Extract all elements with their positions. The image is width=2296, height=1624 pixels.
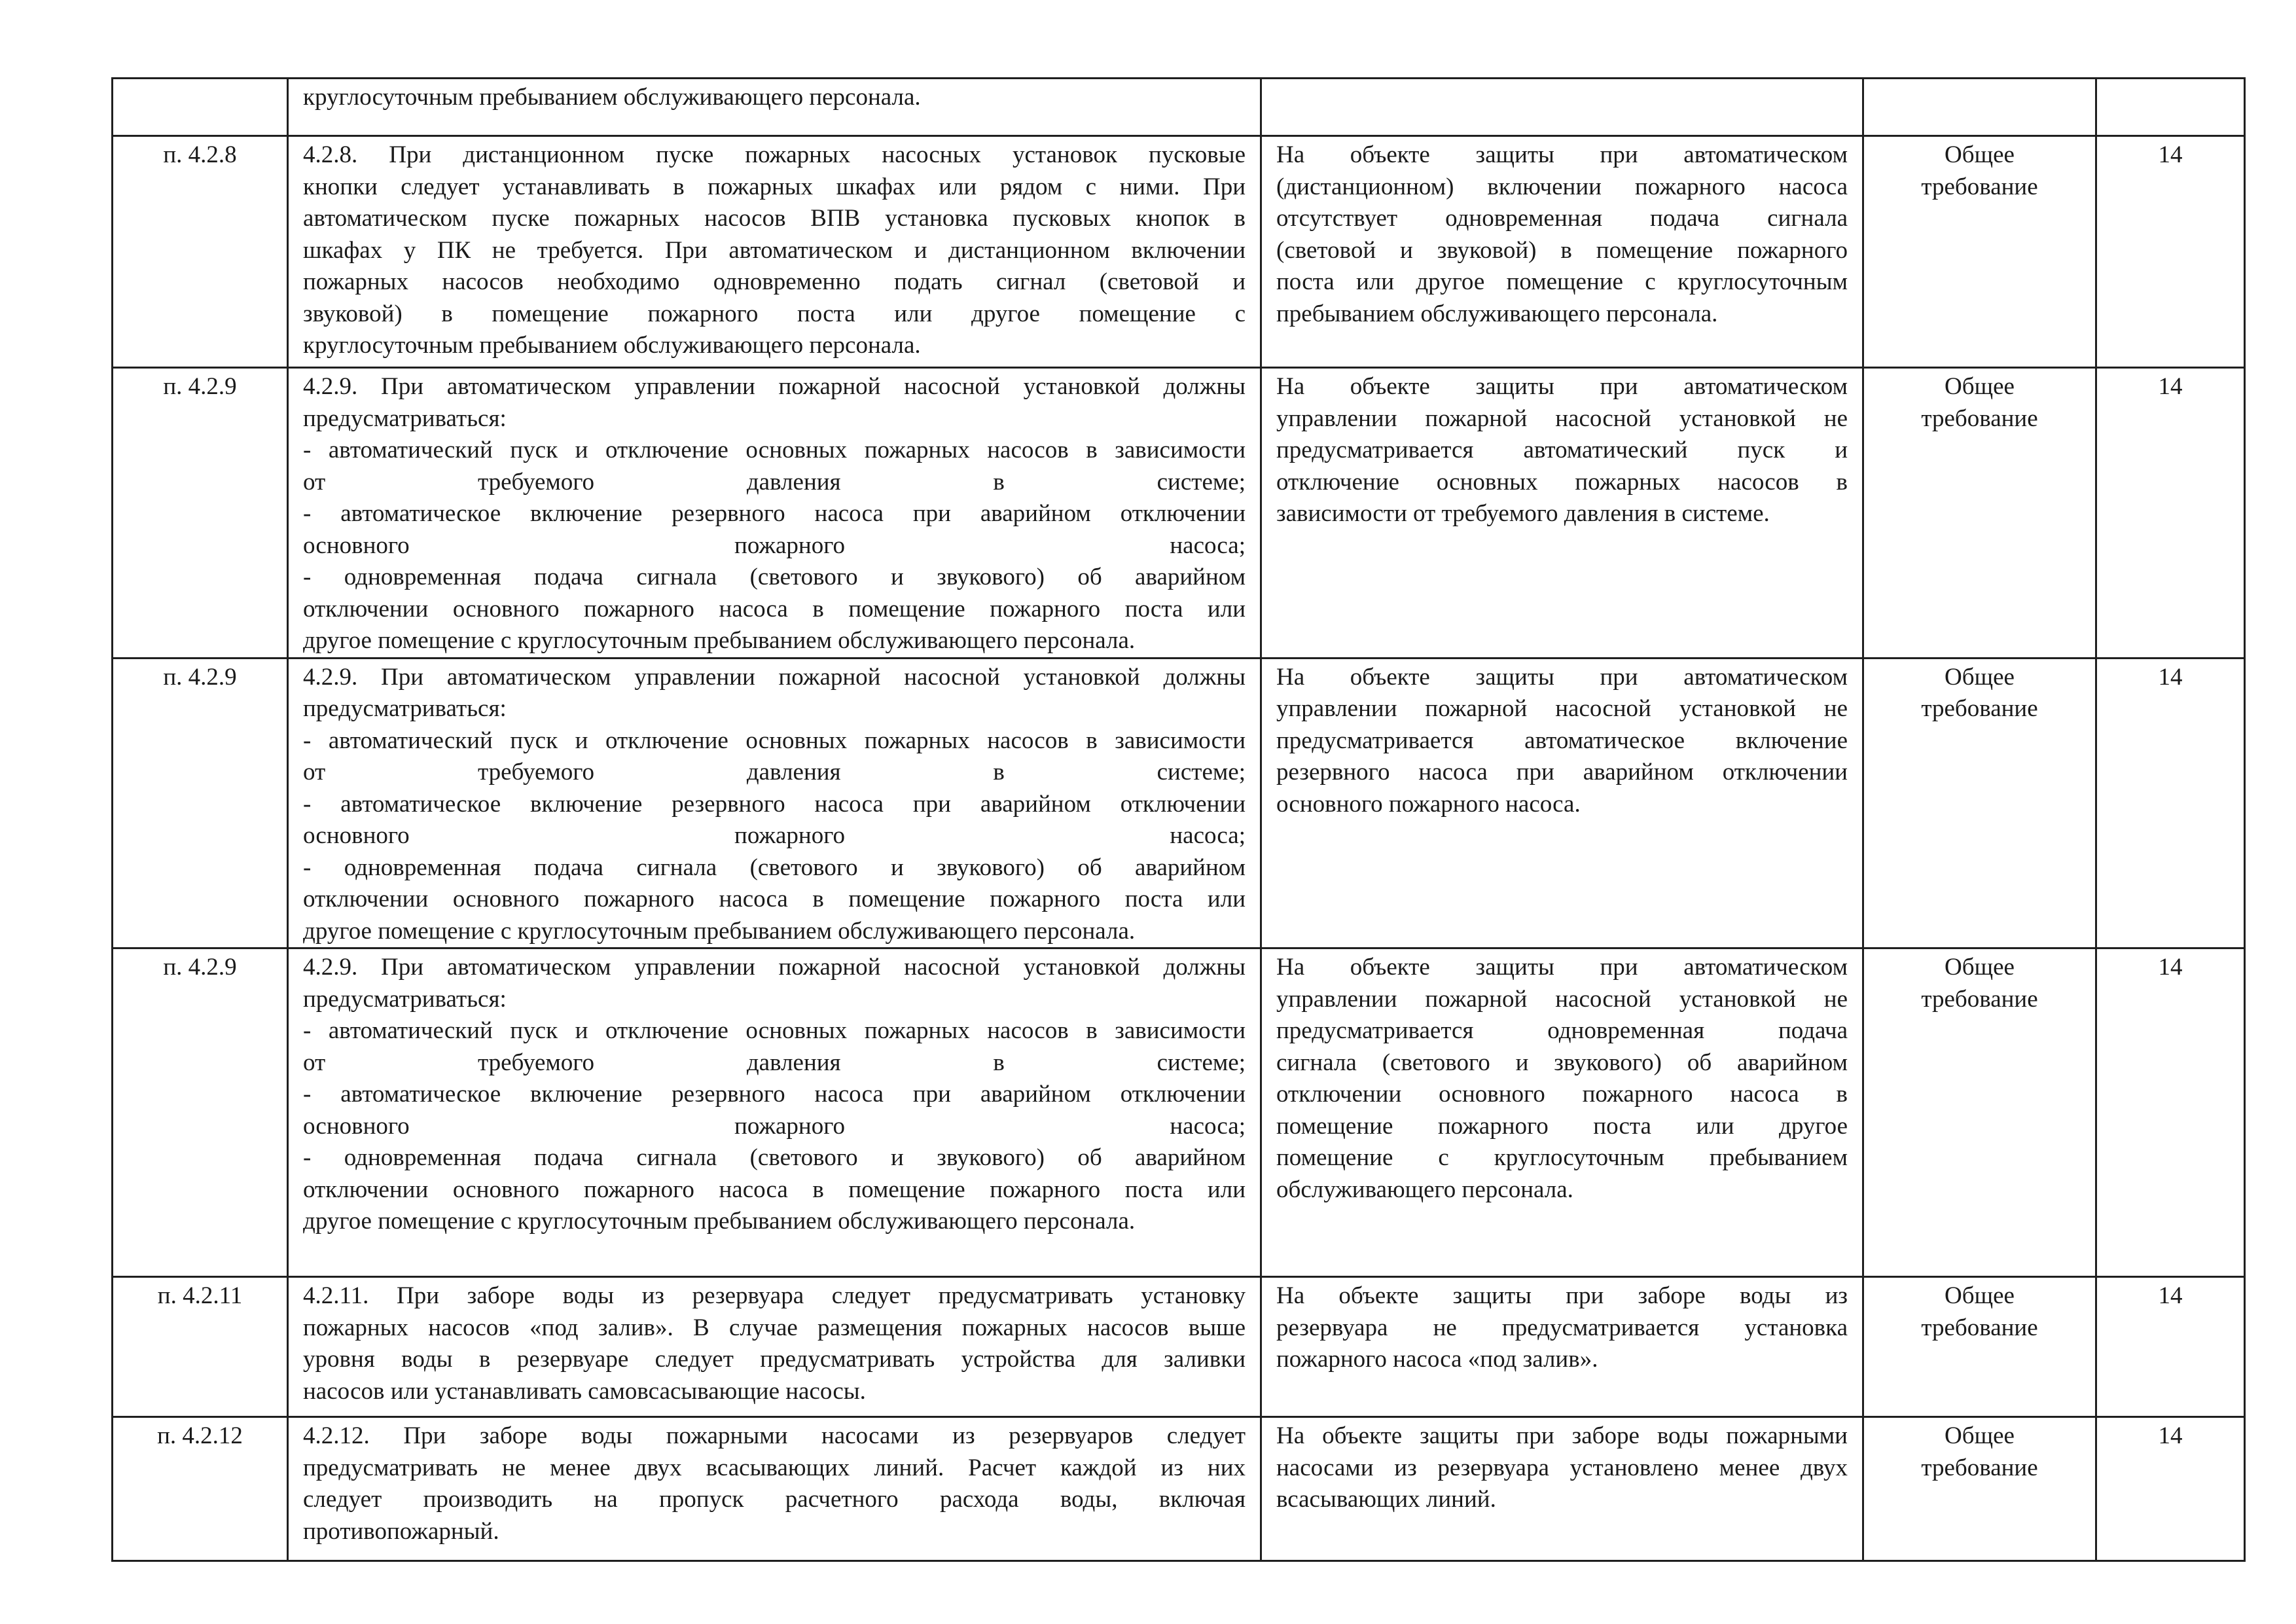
number-value: 14 — [2158, 954, 2183, 981]
requirement-type-line: требование — [1921, 405, 2038, 432]
violation-text-line: На объекте защиты при автоматическом — [1276, 141, 1848, 168]
requirement-text-line: 4.2.9. При автоматическом управлении пожарной насосной установкой должны — [303, 663, 1246, 691]
requirements-table-body — [113, 79, 2245, 1561]
number-cell — [2096, 948, 2245, 1277]
requirement-text-line: - автоматическое включение резервного насоса при аварийном отключении — [303, 500, 1246, 527]
violation-cell — [1261, 948, 1863, 1277]
requirement-type-line: Общее — [1945, 1422, 2015, 1449]
clause-ref: п. 4.2.12 — [157, 1422, 243, 1449]
violation-text-line: обслуживающего персонала. — [1276, 1176, 1573, 1203]
requirement-type-cell — [1863, 948, 2096, 1277]
requirement-text-line: от требуемого давления в системе; — [303, 468, 1246, 496]
violation-text-line: помещение пожарного поста или другое — [1276, 1112, 1848, 1140]
requirement-type-line: Общее — [1945, 1282, 2015, 1309]
violation-cell — [1261, 1417, 1863, 1561]
requirement-text-line: другое помещение с круглосуточным пребыванием обслуживающего персонала. — [303, 917, 1136, 945]
violation-text-line: всасывающих линий. — [1276, 1486, 1496, 1513]
clause-ref-cell — [113, 948, 288, 1277]
requirement-type-line: требование — [1921, 1454, 2038, 1481]
requirement-text-line: - автоматический пуск и отключение основных пожарных насосов в зависимости — [303, 727, 1246, 754]
requirement-text-line: - одновременная подача сигнала (светового и звукового) об аварийном — [303, 564, 1246, 590]
requirement-text-line: отключении основного пожарного насоса в помещение пожарного поста или — [303, 1176, 1246, 1203]
number-value: 14 — [2158, 1422, 2183, 1449]
violation-text-line: помещение с круглосуточным пребыванием — [1276, 1144, 1848, 1171]
requirement-text-line: отключении основного пожарного насоса в помещение пожарного поста или — [303, 886, 1246, 912]
clause-ref: п. 4.2.9 — [163, 373, 237, 400]
violation-text-line: резервного насоса при аварийном отключении — [1276, 759, 1848, 785]
requirement-type-cell — [1863, 1417, 2096, 1561]
violation-text-line: предусматривается автоматический пуск и — [1276, 437, 1848, 463]
requirement-text-cell — [288, 79, 1261, 136]
violation-cell — [1261, 1277, 1863, 1417]
requirement-text-line: шкафах у ПК не требуется. При автоматическом и дистанционном включении — [303, 236, 1246, 264]
requirements-table — [111, 77, 2246, 1562]
clause-ref-cell — [113, 658, 288, 948]
number-cell — [2096, 368, 2245, 659]
requirement-type-line: Общее — [1945, 373, 2015, 400]
requirement-type-line: Общее — [1945, 141, 2015, 168]
table-row — [113, 948, 2245, 1277]
table-row — [113, 658, 2245, 948]
clause-ref: п. 4.2.8 — [163, 141, 237, 168]
requirement-type-cell — [1863, 79, 2096, 136]
number-value: 14 — [2158, 663, 2183, 691]
requirement-text-line: - автоматическое включение резервного насоса при аварийном отключении — [303, 790, 1246, 818]
clause-ref-cell — [113, 1277, 288, 1417]
violation-text-line: управлении пожарной насосной установкой не — [1276, 695, 1848, 722]
requirement-text-line: кнопки следует устанавливать в пожарных шкафах или рядом с ними. При — [303, 173, 1246, 200]
violation-text-line: На объекте защиты при автоматическом — [1276, 373, 1848, 400]
number-cell — [2096, 136, 2245, 368]
number-cell — [2096, 79, 2245, 136]
requirement-text-line: 4.2.8. При дистанционном пуске пожарных насосных установок пусковые — [303, 141, 1246, 168]
requirement-text-line: отключении основного пожарного насоса в помещение пожарного поста или — [303, 595, 1246, 623]
table-row — [113, 1417, 2245, 1561]
violation-text-line: сигнала (светового и звукового) об аварийном — [1276, 1049, 1848, 1076]
number-value: 14 — [2158, 373, 2183, 400]
clause-ref-cell — [113, 79, 288, 136]
violation-text-line: отсутствует одновременная подача сигнала — [1276, 205, 1848, 232]
requirement-text-line: пожарных насосов необходимо одновременно подать сигнал (световой и — [303, 268, 1246, 295]
requirement-text-line: другое помещение с круглосуточным пребыванием обслуживающего персонала. — [303, 627, 1136, 654]
violation-text-line: зависимости от требуемого давления в системе. — [1276, 500, 1770, 527]
requirement-text-cell — [288, 1417, 1261, 1561]
requirement-text-line: предусматриваться: — [303, 985, 507, 1013]
number-cell — [2096, 658, 2245, 948]
requirement-text-line: 4.2.9. При автоматическом управлении пожарной насосной установкой должны — [303, 373, 1246, 400]
violation-text-line: На объекте защиты при заборе воды пожарными — [1276, 1422, 1848, 1449]
requirement-text-line: 4.2.12. При заборе воды пожарными насосами из резервуаров следует — [303, 1422, 1246, 1449]
requirement-type-line: Общее — [1945, 954, 2015, 981]
requirement-text-line: - автоматическое включение резервного насоса при аварийном отключении — [303, 1081, 1246, 1108]
number-value: 14 — [2158, 141, 2183, 168]
requirement-type-line: требование — [1921, 695, 2038, 722]
requirement-text-line: 4.2.9. При автоматическом управлении пожарной насосной установкой должны — [303, 954, 1246, 981]
violation-text-line: управлении пожарной насосной установкой не — [1276, 405, 1848, 432]
requirement-text-line: основного пожарного насоса; — [303, 532, 1246, 559]
table-row — [113, 1277, 2245, 1417]
table-row — [113, 79, 2245, 136]
violation-text-line: предусматривается автоматическое включение — [1276, 727, 1848, 754]
requirement-text-line: звуковой) в помещение пожарного поста или другое помещение с — [303, 300, 1246, 327]
requirement-text-line: автоматическом пуске пожарных насосов ВПВ установка пусковых кнопок в — [303, 205, 1246, 232]
requirement-text-cell — [288, 368, 1261, 659]
requirement-type-cell — [1863, 368, 2096, 659]
requirement-text-line: круглосуточным пребыванием обслуживающего персонала. — [303, 84, 921, 111]
clause-ref-cell — [113, 1417, 288, 1561]
violation-text-line: (световой и звуковой) в помещение пожарного — [1276, 236, 1848, 264]
requirement-text-line: - одновременная подача сигнала (светового и звукового) об аварийном — [303, 1144, 1246, 1171]
violation-text-line: отключение основных пожарных насосов в — [1276, 468, 1848, 496]
violation-text-line: основного пожарного насоса. — [1276, 790, 1581, 818]
requirement-text-line: следует производить на пропуск расчетного расхода воды, включая — [303, 1486, 1246, 1513]
violation-text-line: На объекте защиты при автоматическом — [1276, 663, 1848, 691]
requirement-text-line: другое помещение с круглосуточным пребыванием обслуживающего персонала. — [303, 1208, 1136, 1235]
violation-cell — [1261, 368, 1863, 659]
requirement-text-line: насосов или устанавливать самовсасывающие насосы. — [303, 1377, 866, 1405]
number-cell — [2096, 1277, 2245, 1417]
requirement-text-line: - автоматический пуск и отключение основных пожарных насосов в зависимости — [303, 1017, 1246, 1044]
violation-text-line: предусматривается одновременная подача — [1276, 1017, 1848, 1044]
requirement-type-cell — [1863, 136, 2096, 368]
requirement-type-line: требование — [1921, 173, 2038, 200]
requirement-text-line: - одновременная подача сигнала (светового и звукового) об аварийном — [303, 854, 1246, 881]
requirement-text-line: уровня воды в резервуаре следует предусматривать устройства для заливки — [303, 1346, 1246, 1373]
violation-text-line: отключении основного пожарного насоса в — [1276, 1081, 1848, 1108]
violation-text-line: резервуара не предусматривается установка — [1276, 1314, 1848, 1341]
clause-ref: п. 4.2.9 — [163, 663, 237, 691]
violation-text-line: (дистанционном) включении пожарного насоса — [1276, 173, 1848, 200]
requirement-type-cell — [1863, 658, 2096, 948]
requirement-text-cell — [288, 948, 1261, 1277]
clause-ref-cell — [113, 136, 288, 368]
violation-cell — [1261, 79, 1863, 136]
requirement-type-line: требование — [1921, 985, 2038, 1013]
clause-ref: п. 4.2.9 — [163, 954, 237, 981]
requirement-text-line: 4.2.11. При заборе воды из резервуара следует предусматривать установку — [303, 1282, 1246, 1309]
requirement-text-cell — [288, 658, 1261, 948]
requirement-type-line: Общее — [1945, 663, 2015, 691]
violation-text-line: управлении пожарной насосной установкой не — [1276, 985, 1848, 1013]
requirement-type-cell — [1863, 1277, 2096, 1417]
requirement-text-line: круглосуточным пребыванием обслуживающего персонала. — [303, 332, 921, 359]
requirement-text-line: основного пожарного насоса; — [303, 822, 1246, 849]
violation-text-line: На объекте защиты при заборе воды из — [1276, 1282, 1848, 1309]
clause-ref: п. 4.2.11 — [157, 1282, 243, 1309]
requirement-text-line: предусматривать не менее двух всасывающих линий. Расчет каждой из них — [303, 1454, 1246, 1481]
clause-ref-cell — [113, 368, 288, 659]
table-row — [113, 368, 2245, 659]
requirement-text-line: предусматриваться: — [303, 405, 507, 432]
number-cell — [2096, 1417, 2245, 1561]
table-row — [113, 136, 2245, 368]
requirement-text-cell — [288, 136, 1261, 368]
requirement-text-line: основного пожарного насоса; — [303, 1112, 1246, 1140]
requirement-text-line: противопожарный. — [303, 1517, 499, 1545]
violation-text-line: поста или другое помещение с круглосуточным — [1276, 268, 1848, 295]
violation-text-line: насосами из резервуара установлено менее двух — [1276, 1454, 1848, 1481]
number-value: 14 — [2158, 1282, 2183, 1309]
violation-cell — [1261, 136, 1863, 368]
requirement-text-line: предусматриваться: — [303, 695, 507, 722]
violation-text-line: пребыванием обслуживающего персонала. — [1276, 300, 1718, 327]
requirement-text-line: - автоматический пуск и отключение основных пожарных насосов в зависимости — [303, 437, 1246, 463]
requirement-text-line: от требуемого давления в системе; — [303, 1049, 1246, 1076]
violation-text-line: пожарного насоса «под залив». — [1276, 1346, 1598, 1373]
requirement-type-line: требование — [1921, 1314, 2038, 1341]
violation-text-line: На объекте защиты при автоматическом — [1276, 954, 1848, 981]
requirement-text-line: пожарных насосов «под залив». В случае размещения пожарных насосов выше — [303, 1314, 1246, 1341]
violation-cell — [1261, 658, 1863, 948]
requirement-text-cell — [288, 1277, 1261, 1417]
requirement-text-line: от требуемого давления в системе; — [303, 759, 1246, 785]
